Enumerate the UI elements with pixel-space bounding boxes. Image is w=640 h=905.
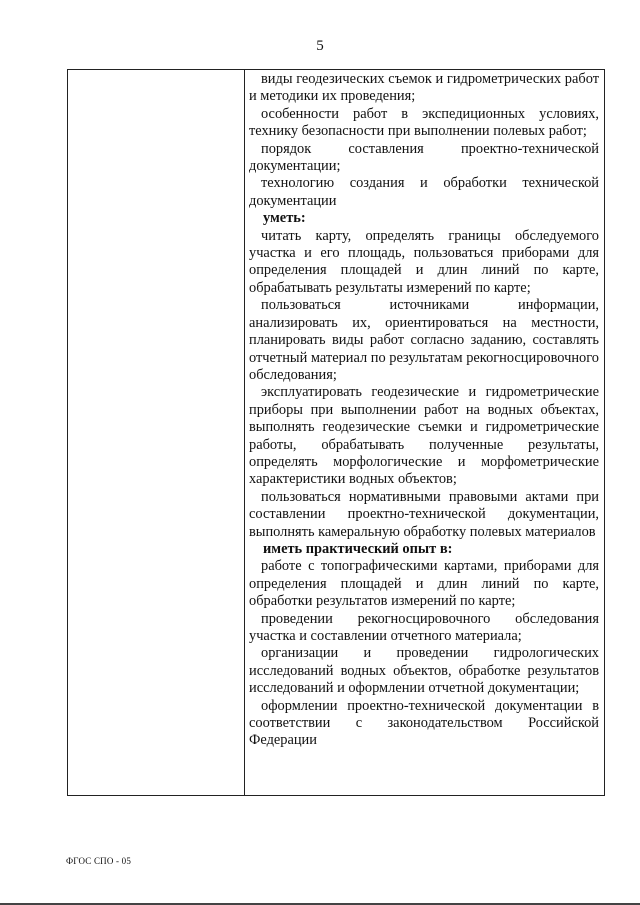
paragraph: читать карту, определять границы обследуемого участка и его площадь, пользоваться приборами для определения площадей и длин линий по карте, обрабатывать результаты измерений по карте; — [249, 227, 599, 296]
paragraph: виды геодезических съемок и гидрометрических работ и методики их проведения; — [249, 71, 599, 105]
section-heading-practical-experience: иметь практический опыт в: — [263, 540, 453, 557]
paragraph: порядок составления проектно-технической документации; — [249, 140, 599, 175]
content-table — [67, 69, 605, 796]
paragraph: технологию создания и обработки технической документации — [249, 175, 599, 209]
paragraph: эксплуатировать геодезические и гидрометрические приборы при выполнении работ на водных объектах, выполнять геодезические съемки и гидрометрические работы, обрабатывать полученные результаты, определять морфологические и морфометрические характеристики водных объектов; — [249, 384, 599, 488]
paragraph: работе с топографическими картами, приборами для определения площадей и длин линий по карте, обработки результатов измерений по карте; — [249, 558, 599, 610]
footer-document-code: ФГОС СПО - 05 — [66, 856, 132, 866]
paragraph: проведении рекогносцировочного обследования участка и составлении отчетного материала; — [249, 610, 599, 644]
section-heading-umet: уметь: — [263, 210, 306, 227]
paragraph: оформлении проектно-технической документации в соответствии с законодательством Российской Федерации — [249, 697, 599, 749]
table-left-cell — [68, 70, 245, 795]
paragraph: пользоваться нормативными правовыми актами при составлении проектно-технической документации, выполнять камеральную обработку полевых материалов — [249, 488, 599, 540]
page-number: 5 — [316, 38, 324, 54]
table-right-cell — [245, 70, 604, 795]
paragraph: особенности работ в экспедиционных условиях, технику безопасности при выполнении полевых работ; — [249, 105, 599, 140]
paragraph: пользоваться источниками информации, анализировать их, ориентироваться на местности, планировать виды работ согласно заданию, составлять отчетный материал по результатам рекогносцировочного обследования; — [249, 297, 599, 383]
paragraph: организации и проведении гидрологических исследований водных объектов, обработке результатов исследований и оформлении отчетной документации; — [249, 645, 599, 697]
